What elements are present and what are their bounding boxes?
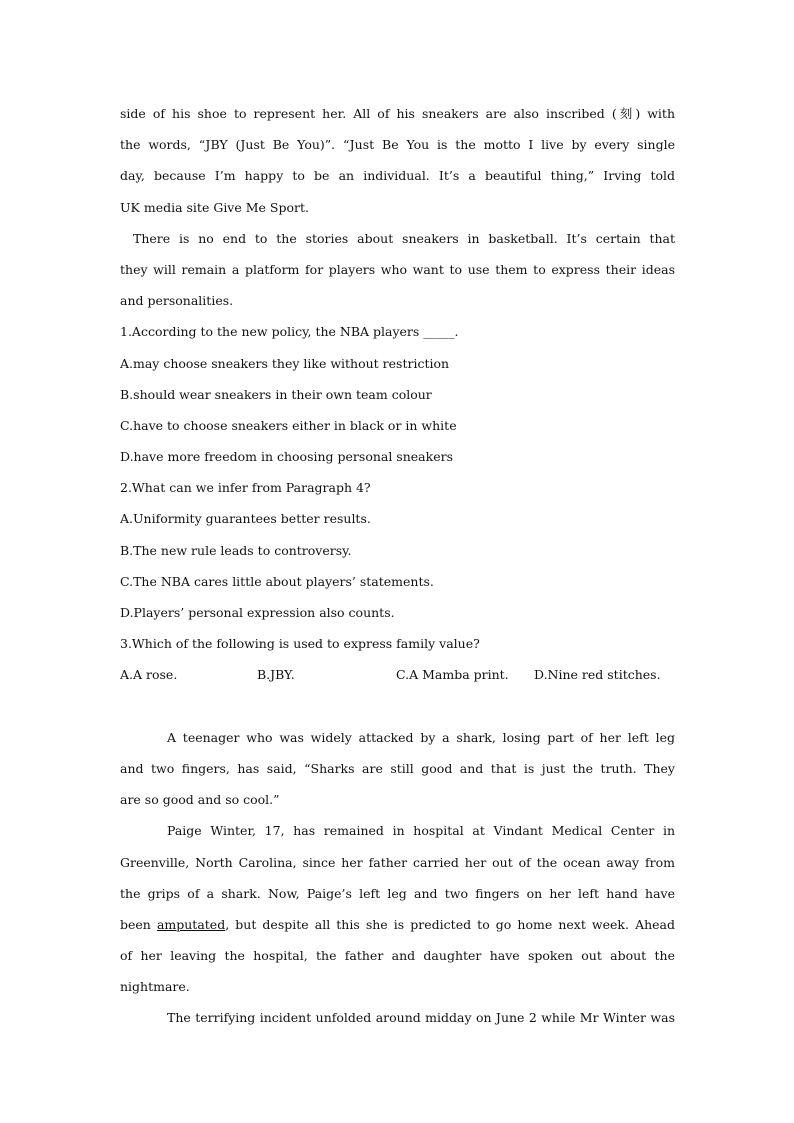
- question-2-option-c: C.The NBA cares little about players’ statements.: [120, 573, 434, 589]
- question-3-options: [120, 659, 675, 690]
- passage-line: of her leaving the hospital, the father and daughter have spoken out about the: [120, 948, 675, 964]
- passage-line: the grips of a shark. Now, Paige’s left leg and two fingers on her left hand have: [120, 885, 675, 901]
- question-3-option-c: C.A Mamba print.: [396, 667, 509, 683]
- question-3-option-a: A.A rose.: [120, 667, 178, 683]
- question-1-option-b: B.should wear sneakers in their own team colour: [120, 386, 432, 402]
- passage-line: are so good and so cool.”: [120, 792, 280, 808]
- question-2-option-b: B.The new rule leads to controversy.: [120, 542, 352, 558]
- passage-line: There is no end to the stories about sneakers in basketball. It’s certain that: [133, 230, 675, 246]
- document-page: [120, 98, 675, 1034]
- question-3-stem: 3.Which of the following is used to express family value?: [120, 636, 480, 652]
- passage-line: The terrifying incident unfolded around midday on June 2 while Mr Winter was: [167, 1010, 675, 1026]
- question-1-option-a: A.may choose sneakers they like without restriction: [120, 355, 450, 371]
- passage-line: side of his shoe to represent her. All of his sneakers are also inscribed (刻) with: [120, 106, 675, 121]
- passage-text: , but despite all this she is predicted to go home next week. Ahead: [225, 916, 675, 932]
- passage-line: [120, 909, 675, 940]
- question-3-option-d: D.Nine red stitches.: [534, 667, 661, 683]
- question-3-option-b: B.JBY.: [257, 667, 295, 683]
- question-1-stem: 1.According to the new policy, the NBA players _____.: [120, 324, 459, 340]
- passage-line: A teenager who was widely attacked by a shark, losing part of her left leg: [167, 729, 675, 745]
- question-2-stem: 2.What can we infer from Paragraph 4?: [120, 480, 371, 496]
- question-2-option-a: A.Uniformity guarantees better results.: [120, 511, 371, 527]
- question-2-option-d: D.Players’ personal expression also counts.: [120, 605, 395, 620]
- passage-text: been: [120, 916, 157, 932]
- passage-line: day, because I’m happy to be an individual. It’s a beautiful thing,” Irving told: [120, 168, 675, 184]
- passage-line: they will remain a platform for players who want to use them to express their ideas: [120, 261, 675, 277]
- passage-line: and personalities.: [120, 293, 234, 309]
- question-1-option-d: D.have more freedom in choosing personal sneakers: [120, 449, 453, 465]
- passage-line: nightmare.: [120, 979, 190, 995]
- section-gap: [120, 691, 675, 722]
- passage-line: Paige Winter, 17, has remained in hospital at Vindant Medical Center in: [167, 823, 675, 839]
- passage-line: Greenville, North Carolina, since her father carried her out of the ocean away from: [120, 854, 675, 870]
- passage-line: and two fingers, has said, “Sharks are still good and that is just the truth. They: [120, 760, 675, 776]
- underlined-word: amputated: [156, 916, 226, 932]
- passage-line: UK media site Give Me Sport.: [120, 199, 309, 215]
- question-1-option-c: C.have to choose sneakers either in black or in white: [120, 417, 457, 433]
- passage-line: the words, “JBY (Just Be You)”. “Just Be You is the motto I live by every single: [120, 137, 675, 153]
